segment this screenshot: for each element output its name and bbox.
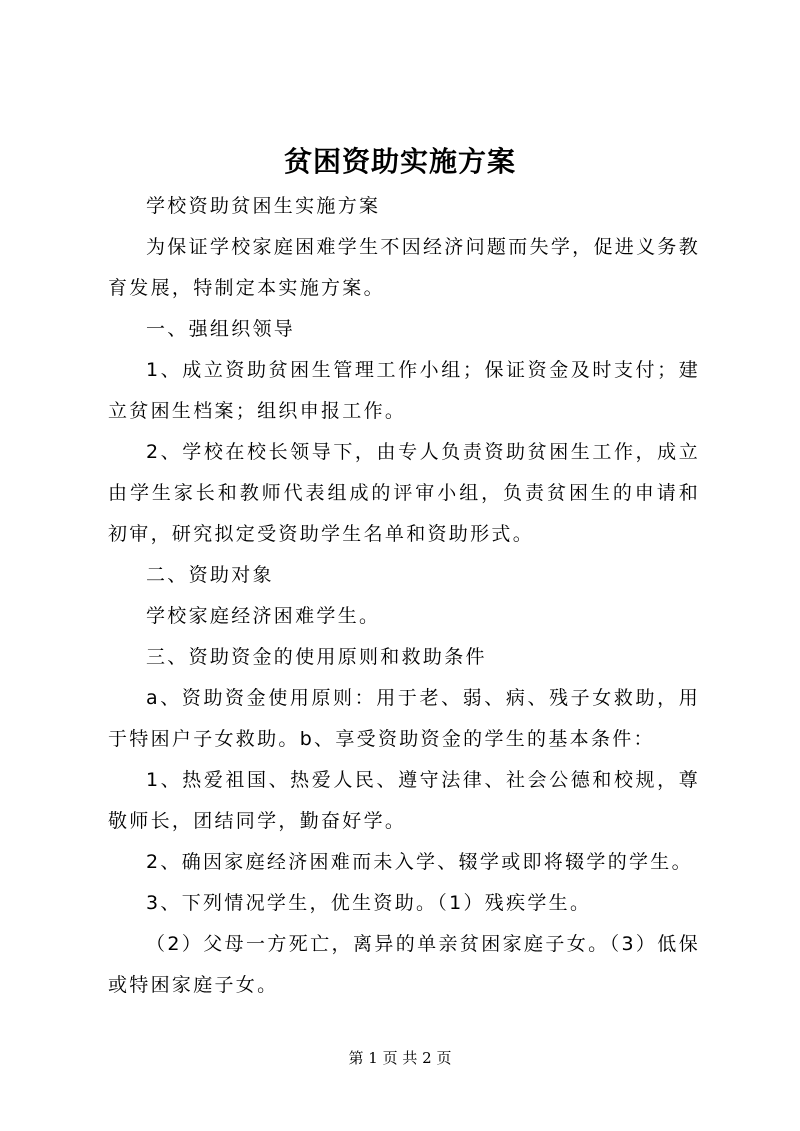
document-body [108, 186, 700, 1006]
paragraph-condition-1: 1、热爱祖国、热爱人民、遵守法律、社会公德和校规，尊敬师长，团结同学，勤奋好学。 [108, 769, 700, 832]
paragraph-purpose: 为保证学校家庭困难学生不因经济问题而失学，促进义务教育发展，特制定本实施方案。 [108, 236, 700, 299]
paragraph-condition-2: 2、确因家庭经济困难而未入学、辍学或即将辍学的学生。 [146, 851, 693, 873]
section-heading-3: 三、资助资金的使用原则和救助条件 [146, 646, 487, 668]
paragraph-subtitle: 学校资助贫困生实施方案 [146, 195, 381, 217]
paragraph-principles: a、资助资金使用原则：用于老、弱、病、残子女救助，用于特困户子女救助。b、享受资助资金的学生的基本条件： [108, 687, 700, 750]
paragraph-target: 学校家庭经济困难学生。 [146, 605, 381, 627]
page-footer: 第 1 页 共 2 页 [348, 1049, 452, 1067]
paragraph-item-1-2: 2、学校在校长领导下，由专人负责资助贫困生工作，成立由学生家长和教师代表组成的评审小组，负责贫困生的申请和初审，研究拟定受资助学生名单和资助形式。 [108, 441, 700, 545]
section-heading-2: 二、资助对象 [146, 564, 274, 586]
paragraph-item-1-1: 1、成立资助贫困生管理工作小组；保证资金及时支付；建立贫困生档案；组织申报工作。 [108, 359, 700, 422]
paragraph-condition-3: 3、下列情况学生，优生资助。（1）残疾学生。 [146, 892, 592, 914]
document-title: 贫困资助实施方案 [283, 145, 516, 178]
section-heading-1: 一、强组织领导 [146, 318, 296, 340]
paragraph-condition-3-cont: （2）父母一方死亡，离异的单亲贫困家庭子女。（3）低保或特困家庭子女。 [108, 933, 700, 996]
